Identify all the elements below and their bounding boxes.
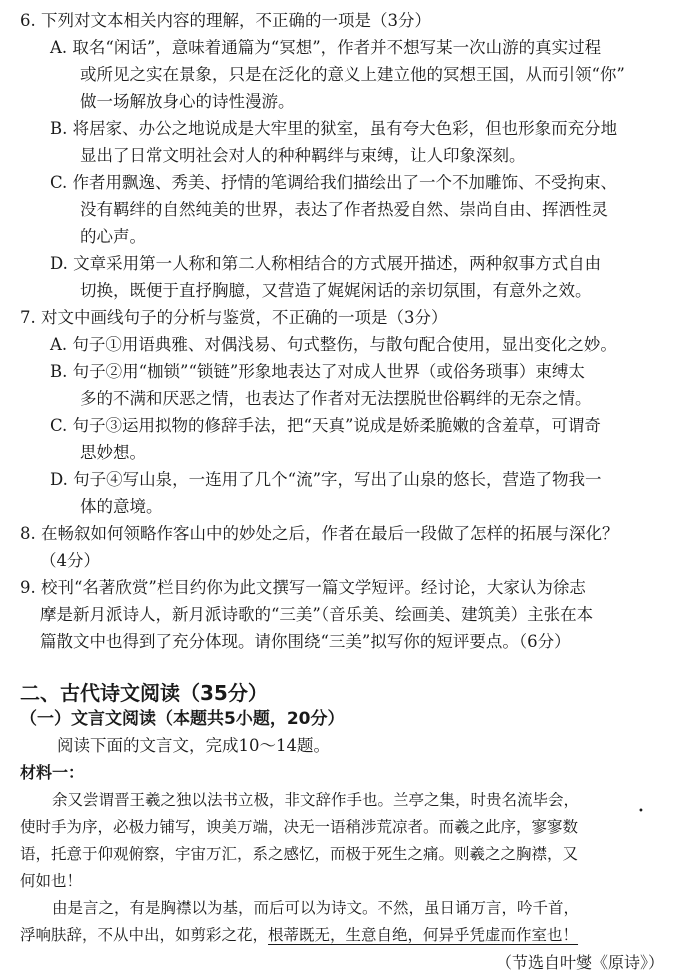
q7-option-c: C. 句子③运用拟物的修辞手法，把“天真”说成是娇柔脆嫩的含羞草，可谓奇 (50, 416, 601, 435)
q6-option-c: C. 作者用飘逸、秀美、抒情的笔调给我们描绘出了一个不加雕饰、不受拘束、 (50, 173, 618, 192)
q9-line3: 篇散文中也得到了充分体现。请你围绕“三美”拟写你的短评要点。（6分） (40, 632, 571, 651)
q9-stem: 9. 校刊“名著欣赏”栏目约你为此文撰写一篇文学短评。经讨论，大家认为徐志 (20, 578, 586, 597)
passage-line-2: 使时手为序，必极力铺写，谀美万端，决无一语稍涉荒凉者。而羲之此序，寥寥数 (20, 818, 579, 836)
q6-option-a: A. 取名“闲话”，意味着通篇为“冥想”，作者并不想写某一次山游的真实过程 (50, 38, 602, 57)
q9-line2: 摩是新月派诗人，新月派诗歌的“三美”（音乐美、绘画美、建筑美）主张在本 (40, 605, 594, 624)
passage-line-5: 由是言之，有是胸襟以为基，而后可以为诗文。不然，虽日诵万言，吟千首， (52, 899, 580, 917)
q7-option-c-line2: 思妙想。 (80, 443, 146, 462)
q6-option-b-line2: 显出了日常文明社会对人的种种羁绊与束缚，让人印象深刻。 (80, 146, 526, 165)
q7-option-b: B. 句子②用“枷锁”“锁链”形象地表达了对成人世界（或俗务琐事）束缚太 (50, 362, 585, 381)
q6-option-a-line3: 做一场解放身心的诗性漫游。 (80, 92, 295, 111)
reading-instruction: 阅读下面的文言文，完成10～14题。 (57, 736, 330, 755)
q7-option-b-line2: 多的不满和厌恶之情，也表达了作者对无法摆脱世俗羁绊的无奈之情。 (80, 389, 592, 408)
section-2-title: 二、古代诗文阅读（35分） (20, 681, 268, 705)
underlined-sentence: 根蒂既无，生意自绝，何异乎凭虚而作室也！ (268, 926, 579, 944)
passage-line-6-plain: 浮响肤辞，不从中出，如剪彩之花， (20, 926, 269, 944)
q7-option-d-line2: 体的意境。 (80, 497, 163, 516)
q8-score: （4分） (40, 551, 100, 570)
q6-option-b: B. 将居家、办公之地说成是大牢里的狱室，虽有夸大色彩，但也形象而充分地 (50, 119, 618, 138)
passage-line-3: 语，托意于仰观俯察，宇宙万汇，系之感忆，而极于死生之痛。则羲之之胸襟，又 (20, 845, 579, 863)
q6-option-c-line2: 没有羁绊的自然纯美的世界，表达了作者热爱自然、崇尚自由、挥洒性灵 (80, 200, 608, 219)
source-citation: （节选自叶燮《原诗》） (495, 953, 664, 972)
q6-stem: 6. 下列对文本相关内容的理解，不正确的一项是（3分） (20, 11, 431, 30)
subsection-title: （一）文言文阅读（本题共5小题，20分） (20, 709, 345, 729)
q6-option-c-line3: 的心声。 (80, 227, 146, 246)
emphasis-dot: • (638, 806, 644, 817)
q6-option-d-line2: 切换，既便于直抒胸臆，又营造了娓娓闲话的亲切氛围，有意外之效。 (80, 281, 592, 300)
q8-stem: 8. 在畅叙如何领略作客山中的妙处之后，作者在最后一段做了怎样的拓展与深化？ (20, 524, 619, 543)
material-label: 材料一： (20, 763, 85, 782)
q7-option-a: A. 句子①用语典雅、对偶浅易、句式整伤，与散句配合使用，显出变化之妙。 (50, 335, 617, 354)
passage-line-1: 余又尝谓晋王羲之独以法书立极，非文辞作手也。兰亭之集，时贵名流毕会， (52, 791, 580, 809)
q7-stem: 7. 对文中画线句子的分析与鉴赏，不正确的一项是（3分） (20, 308, 448, 327)
q6-option-a-line2: 或所见之实在景象，只是在泛化的意义上建立他的冥想王国，从而引领“你” (80, 65, 625, 84)
passage-line-6 (20, 924, 578, 946)
q7-option-d: D. 句子④写山泉，一连用了几个“流”字，写出了山泉的悠长，营造了物我一 (50, 470, 602, 489)
q6-option-d: D. 文章采用第一人称和第二人称相结合的方式展开描述，两种叙事方式自由 (50, 254, 602, 273)
passage-line-4: 何如也！ (20, 872, 83, 890)
